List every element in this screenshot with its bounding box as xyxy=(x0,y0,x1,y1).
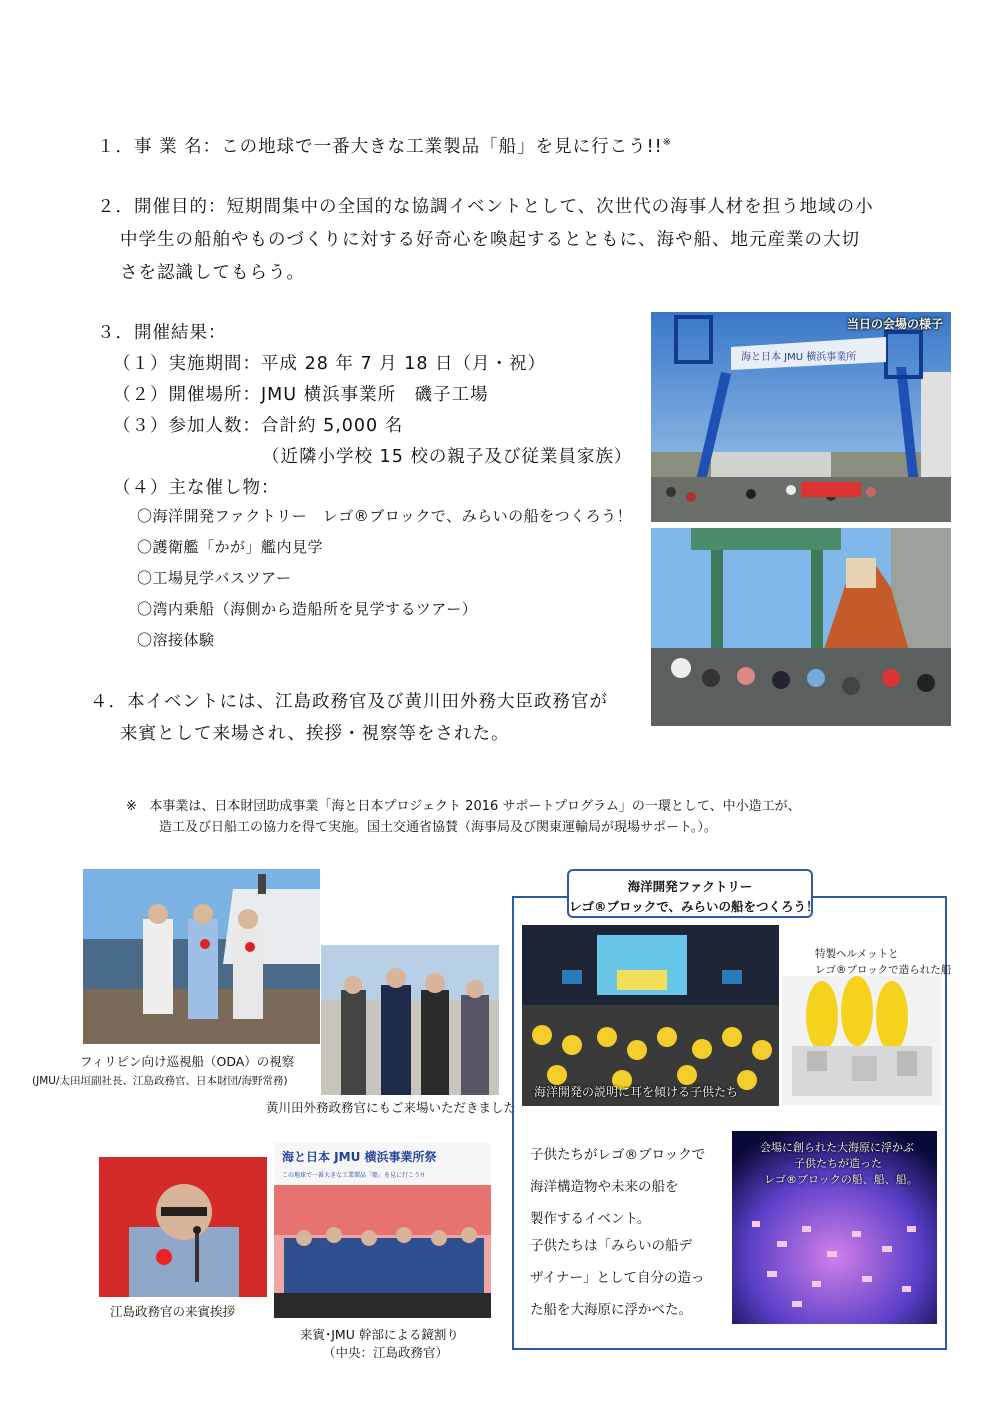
section1-number: １． xyxy=(97,137,134,157)
description-line: 子供たちは「みらいの船デ xyxy=(530,1238,692,1254)
speech-photo xyxy=(99,1157,267,1297)
result-item-participants xyxy=(113,412,403,437)
item-label: 主な催し物： xyxy=(168,478,280,498)
kikawada-visit-photo xyxy=(321,945,499,1095)
kagami-banner-subtext: この地球で一番大きな工業製品「船」を見に行こう!! xyxy=(282,1172,425,1179)
description-line: 海洋構造物や未来の船を xyxy=(530,1179,679,1195)
description-line: ザイナー」として自分の造っ xyxy=(530,1270,705,1286)
lego-children-caption: 海洋開発の説明に耳を傾ける子供たち xyxy=(534,1085,739,1099)
item-value: 平成 28 年 7 月 18 日（月・祝） xyxy=(261,354,547,374)
section1-title: この地球で一番大きな工業製品「船」を見に行こう!! xyxy=(221,137,663,157)
item-number: （１） xyxy=(113,354,169,374)
section4-text-1: 本イベントには、江島政務官及び黄川田外務大臣政務官が xyxy=(127,692,608,712)
footnote-line2: 造工及び日船工の協力を得て実施。国土交通省協賛（海事局及び関東運輸局が現場サポート。）。 xyxy=(159,820,717,835)
section2-line2: 中学生の船舶やものづくりに対する好奇心を喚起するとともに、海や船、地元産業の大切 xyxy=(120,230,860,250)
section4-line2: 来賓として来場され、挨拶・視察等をされた。 xyxy=(120,724,510,744)
venue-photo-label: 当日の会場の様子 xyxy=(846,317,943,331)
item-label: 開催場所： xyxy=(168,385,261,405)
oda-subcaption: (JMU/太田垣副社長、江島政務官、日本財団/海野常務) xyxy=(32,1075,288,1087)
section3-heading xyxy=(97,319,227,344)
section1-line xyxy=(97,133,672,158)
list-item: 〇工場見学バスツアー xyxy=(137,569,292,587)
lego-ocean-photo xyxy=(732,1131,937,1324)
item-value: 合計約 5,000 名 xyxy=(261,416,404,436)
lego-ocean-caption-1: 会場に創られた大海原に浮かぶ xyxy=(760,1141,914,1154)
result-item-place xyxy=(113,381,489,406)
footnote-line1 xyxy=(126,795,801,814)
oda-visit-photo xyxy=(83,869,320,1044)
section4-number: ４． xyxy=(90,692,127,712)
section3-label: 開催結果： xyxy=(134,323,227,343)
list-item: 〇護衛艦「かが」艦内見学 xyxy=(137,538,324,556)
lego-ship-photo xyxy=(782,976,941,1105)
section1-note-mark: ※ xyxy=(662,137,673,149)
description-line: た船を大海原に浮かべた。 xyxy=(530,1302,692,1318)
section3-number: ３． xyxy=(97,323,134,343)
lego-ocean-caption-2: 子供たちが造った xyxy=(794,1157,882,1170)
section4-line1 xyxy=(90,688,608,713)
lego-children-photo xyxy=(522,925,779,1106)
kagami-caption-2: （中央：江島政務官） xyxy=(323,1345,449,1360)
item-value: JMU 横浜事業所 磯子工場 xyxy=(261,385,489,405)
description-line: 子供たちがレゴ®ブロックで xyxy=(530,1147,706,1163)
participants-note: （近隣小学校 15 校の親子及び従業員家族） xyxy=(262,447,633,467)
kagami-banner-text: 海と日本 JMU 横浜事業所祭 xyxy=(282,1150,437,1164)
venue-photo xyxy=(651,312,951,522)
kagami-caption-1: 来賓･JMU 幹部による鏡割り xyxy=(300,1327,459,1342)
kikawada-caption: 黄川田外務政務官にもご来場いただきました xyxy=(266,1100,517,1115)
crowd-photo xyxy=(651,528,951,726)
section1-label: 事 業 名： xyxy=(134,137,222,157)
lego-ship-caption-1: 特製ヘルメットと xyxy=(815,948,899,960)
lego-ocean-caption-3: レゴ®ブロックの船、船、船。 xyxy=(764,1173,918,1186)
item-label: 実施期間： xyxy=(168,354,261,374)
section2-line1 xyxy=(97,193,874,218)
item-number: （２） xyxy=(113,385,169,405)
section2-text-1: 短期間集中の全国的な協調イベントとして、次世代の海事人材を担う地域の小 xyxy=(226,197,874,217)
section2-line3: さを認識してもらう。 xyxy=(120,263,305,283)
result-item-date xyxy=(113,350,546,375)
lego-description xyxy=(530,1143,705,1330)
lego-factory-title-1: 海洋開発ファクトリー xyxy=(627,879,753,894)
lego-ship-caption-2: レゴ®ブロックで造られた船 xyxy=(815,964,952,976)
item-number: （３） xyxy=(113,416,169,436)
events-list xyxy=(137,505,632,660)
item-label: 参加人数： xyxy=(168,416,261,436)
banner-text: 海と日本 JMU 横浜事業所 xyxy=(741,352,857,363)
item-number: （４） xyxy=(113,478,169,498)
list-item: 〇海洋開発ファクトリー レゴ®ブロックで、みらいの船をつくろう！ xyxy=(137,507,633,525)
section2-label: 開催目的： xyxy=(134,197,227,217)
footnote-mark: ※ xyxy=(126,799,137,814)
lego-factory-title-box xyxy=(567,869,819,918)
lego-factory-title-2: レゴ®ブロックで、みらいの船をつくろう！ xyxy=(569,899,819,914)
list-item: 〇溶接体験 xyxy=(137,631,215,649)
kagami-wari-photo xyxy=(274,1143,491,1318)
footnote-text-1: 本事業は、日本財団助成事業「海と日本プロジェクト 2016 サポートプログラム」の一環として、中小造工が、 xyxy=(149,799,801,814)
description-line: 製作するイベント。 xyxy=(530,1211,651,1227)
section2-number: ２． xyxy=(97,197,134,217)
speech-caption: 江島政務官の来賓挨拶 xyxy=(110,1304,236,1319)
list-item: 〇湾内乗船（海側から造船所を見学するツアー） xyxy=(137,600,478,618)
oda-caption: フィリピン向け巡視船（ODA）の視察 xyxy=(80,1054,295,1069)
result-item-events xyxy=(113,474,280,499)
